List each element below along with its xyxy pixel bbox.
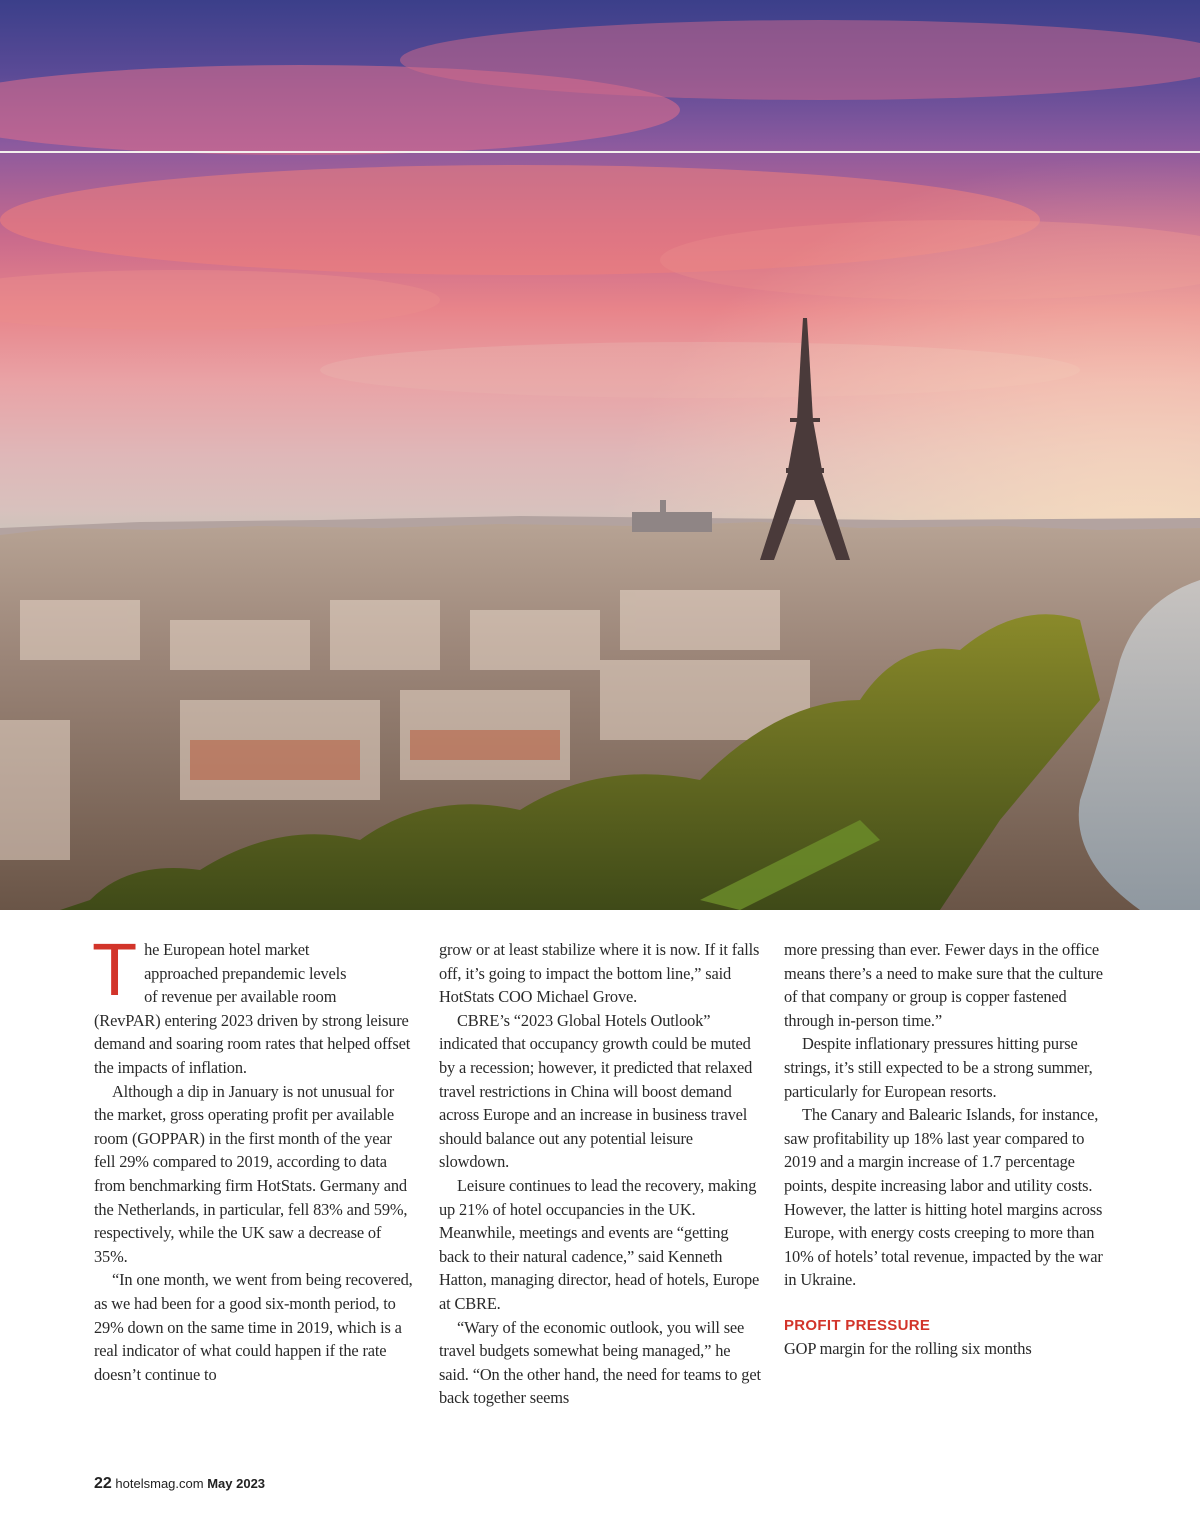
article-paragraph: “In one month, we went from being recovered, as we had been for a good six-month period, to 29% down on the same time in 2019, which is a real indicator of what could happen if the rate doesn’t continue to: [94, 1270, 413, 1384]
drop-cap: T: [92, 928, 138, 1011]
section-subheading: PROFIT PRESSURE: [784, 1316, 931, 1334]
paragraph-text: (RevPAR) entering 2023 driven by strong leisure demand and soaring room rates that helped offset the impacts of inflation.: [94, 1010, 411, 1077]
page-number: 22: [94, 1475, 112, 1492]
hero-divider-line: [0, 151, 1200, 153]
footer-site: hotelsmag.com: [115, 1476, 204, 1491]
page-footer: [94, 1475, 265, 1493]
paragraph-line: of revenue per available room: [144, 987, 337, 1007]
article-column-3: [784, 938, 1106, 1361]
article-column-1: [92, 928, 416, 1386]
article-paragraph: CBRE’s “2023 Global Hotels Outlook” indicated that occupancy growth could be muted by a recession; however, it predicted that relaxed travel restrictions in China will boost demand across Europe and an increase in business travel should balance out any potential leisure slowdown.: [439, 1010, 753, 1172]
footer-issue: May 2023: [207, 1476, 266, 1491]
article-paragraph: GOP margin for the rolling six months: [784, 1338, 1032, 1358]
article-paragraph: Despite inflationary pressures hitting purse strings, it’s still expected to be a strong summer, particularly for European resorts.: [784, 1034, 1093, 1101]
paragraph-line: approached prepandemic levels: [144, 963, 347, 983]
article-paragraph: “Wary of the economic outlook, you will see travel budgets somewhat being managed,” he said. “On the other hand, the need for teams to get back together seems: [439, 1317, 761, 1408]
article-paragraph: Although a dip in January is not unusual for the market, gross operating profit per available room (GOPPAR) in the first month of the year fell 29% compared to 2019, according to data from benchmarking firm HotStats. Germany and the Netherlands, in particular, fell 83% and 59%, respectively, while the UK saw a decrease of 35%.: [94, 1081, 408, 1266]
paragraph-line: he European hotel market: [144, 940, 310, 959]
article-paragraph: grow or at least stabilize where it is now. If it falls off, it’s going to impact the bottom line,” said HotStats COO Michael Grove.: [439, 940, 760, 1007]
article-paragraph: more pressing than ever. Fewer days in the office means there’s a need to make sure that the culture of that company or group is copper fastened through in-person time.”: [784, 940, 1103, 1030]
article-column-2: [439, 938, 761, 1410]
article-paragraph: [92, 928, 416, 1080]
article-paragraph: Leisure continues to lead the recovery, making up 21% of hotel occupancies in the UK. Meanwhile, meetings and events are “getting back to their natural cadence,” said Kenneth Hatton, managing director, head of hotels, Europe at CBRE.: [439, 1175, 760, 1313]
article-paragraph: The Canary and Balearic Islands, for instance, saw profitability up 18% last year compared to 2019 and a margin increase of 1.7 percentage points, despite increasing labor and utility costs. However, the latter is hitting hotel margins across Europe, with energy costs creeping to more than 10% of hotels’ total revenue, impacted by the war in Ukraine.: [784, 1105, 1103, 1290]
